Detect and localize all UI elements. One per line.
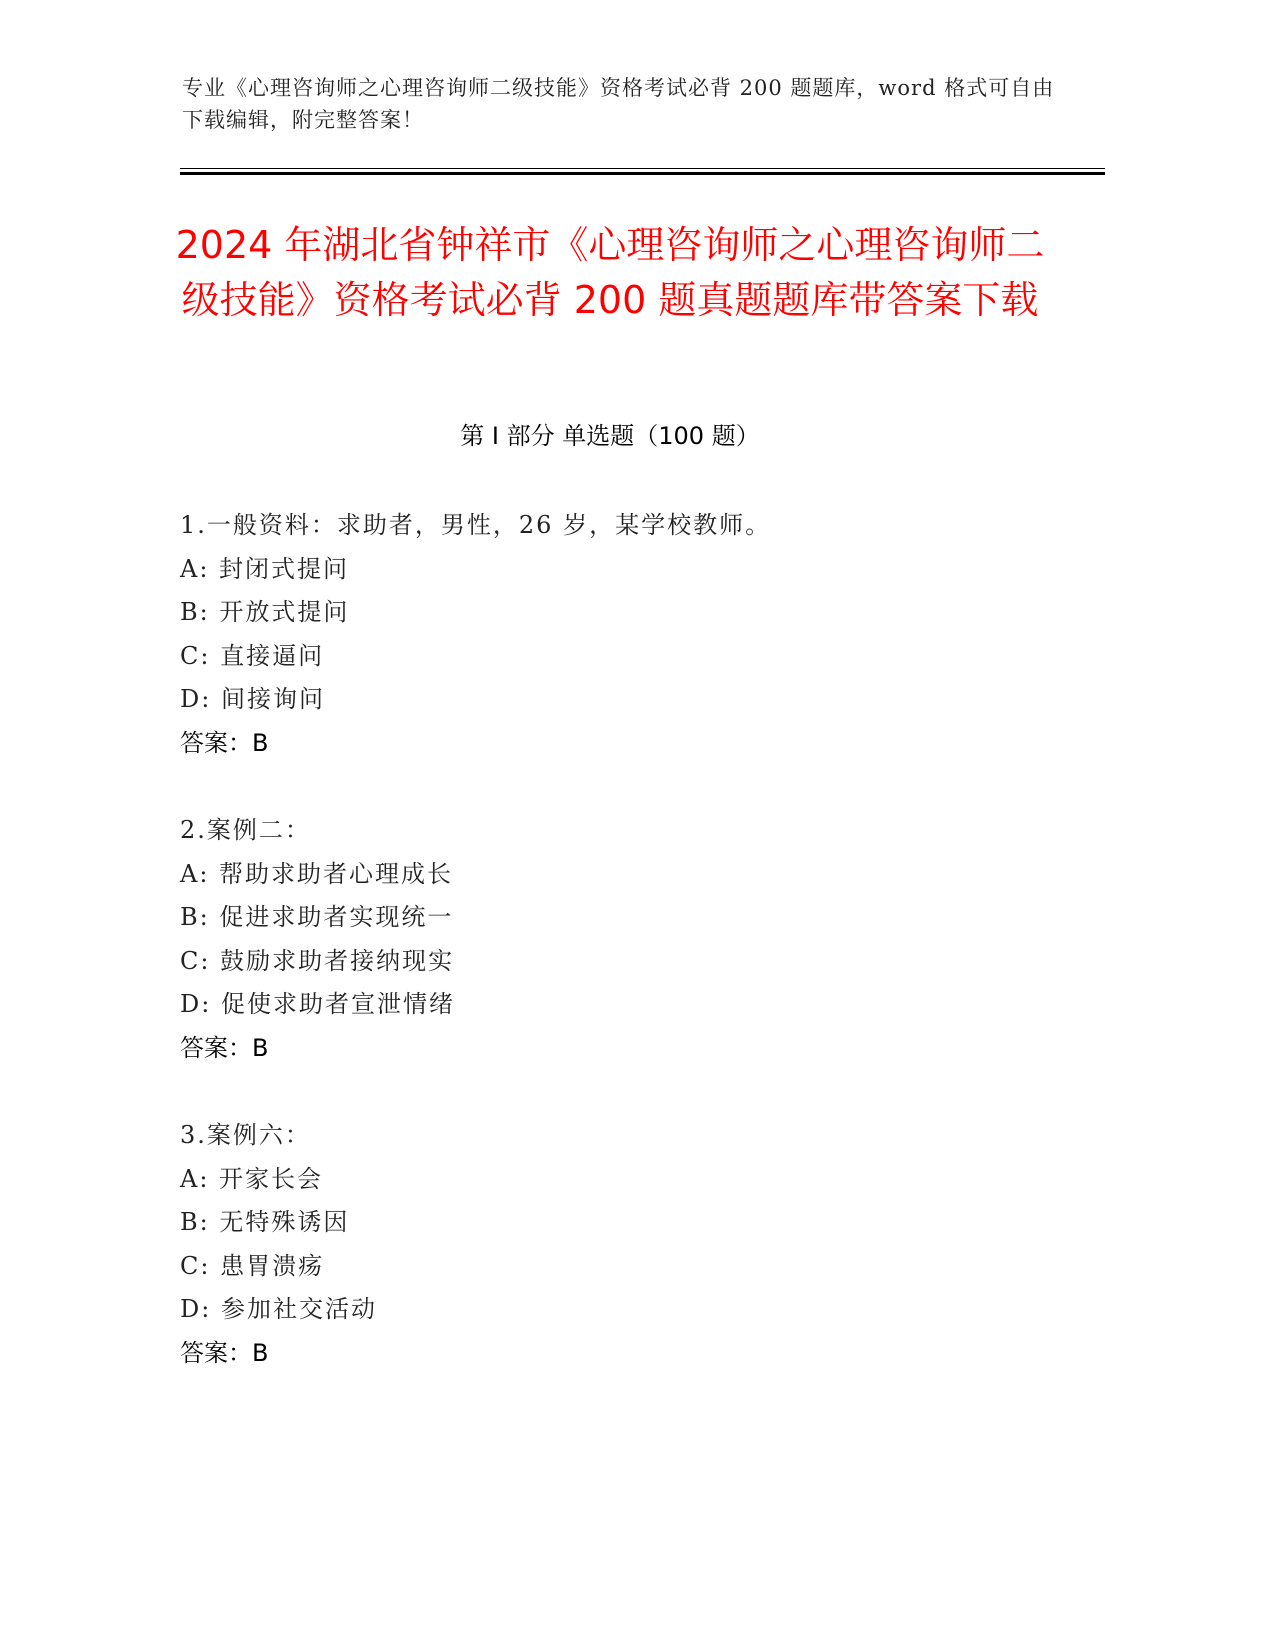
question-stem: 3.案例六： bbox=[180, 1121, 311, 1149]
option-a: A: 帮助求助者心理成长 bbox=[180, 859, 454, 888]
question-2 bbox=[180, 809, 1060, 1070]
question-3 bbox=[180, 1114, 1060, 1375]
option-d: D: 间接询问 bbox=[180, 685, 325, 713]
option-a: A: 封闭式提问 bbox=[180, 554, 350, 583]
header-divider-thin bbox=[180, 168, 1105, 169]
option-d: D: 参加社交活动 bbox=[180, 1295, 377, 1323]
question-1 bbox=[180, 504, 1060, 765]
answer: 答案：B bbox=[180, 1338, 269, 1367]
header-divider-thick bbox=[180, 172, 1105, 175]
option-a: A: 开家长会 bbox=[180, 1164, 324, 1193]
header-note: 专业《心理咨询师之心理咨询师二级技能》资格考试必背 200 题题库，word 格式可自由下载编辑，附完整答案！ bbox=[182, 76, 1055, 132]
answer: 答案：B bbox=[180, 728, 269, 757]
option-c: C: 鼓励求助者接纳现实 bbox=[180, 946, 455, 975]
option-b: B: 促进求助者实现统一 bbox=[180, 903, 454, 931]
option-b: B: 无特殊诱因 bbox=[180, 1208, 350, 1236]
answer: 答案：B bbox=[180, 1033, 269, 1062]
question-stem: 2.案例二： bbox=[180, 816, 311, 844]
option-c: C: 直接逼问 bbox=[180, 641, 325, 670]
question-stem: 1.一般资料：求助者，男性，26 岁，某学校教师。 bbox=[180, 511, 772, 539]
option-c: C: 患胃溃疡 bbox=[180, 1251, 325, 1280]
section-heading: 第 I 部分 单选题（100 题） bbox=[460, 422, 760, 450]
option-d: D: 促使求助者宣泄情绪 bbox=[180, 990, 455, 1018]
document-title: 2024 年湖北省钟祥市《心理咨询师之心理咨询师二级技能》资格考试必背 200 题真题题库带答案下载 bbox=[175, 223, 1045, 322]
option-b: B: 开放式提问 bbox=[180, 598, 350, 626]
